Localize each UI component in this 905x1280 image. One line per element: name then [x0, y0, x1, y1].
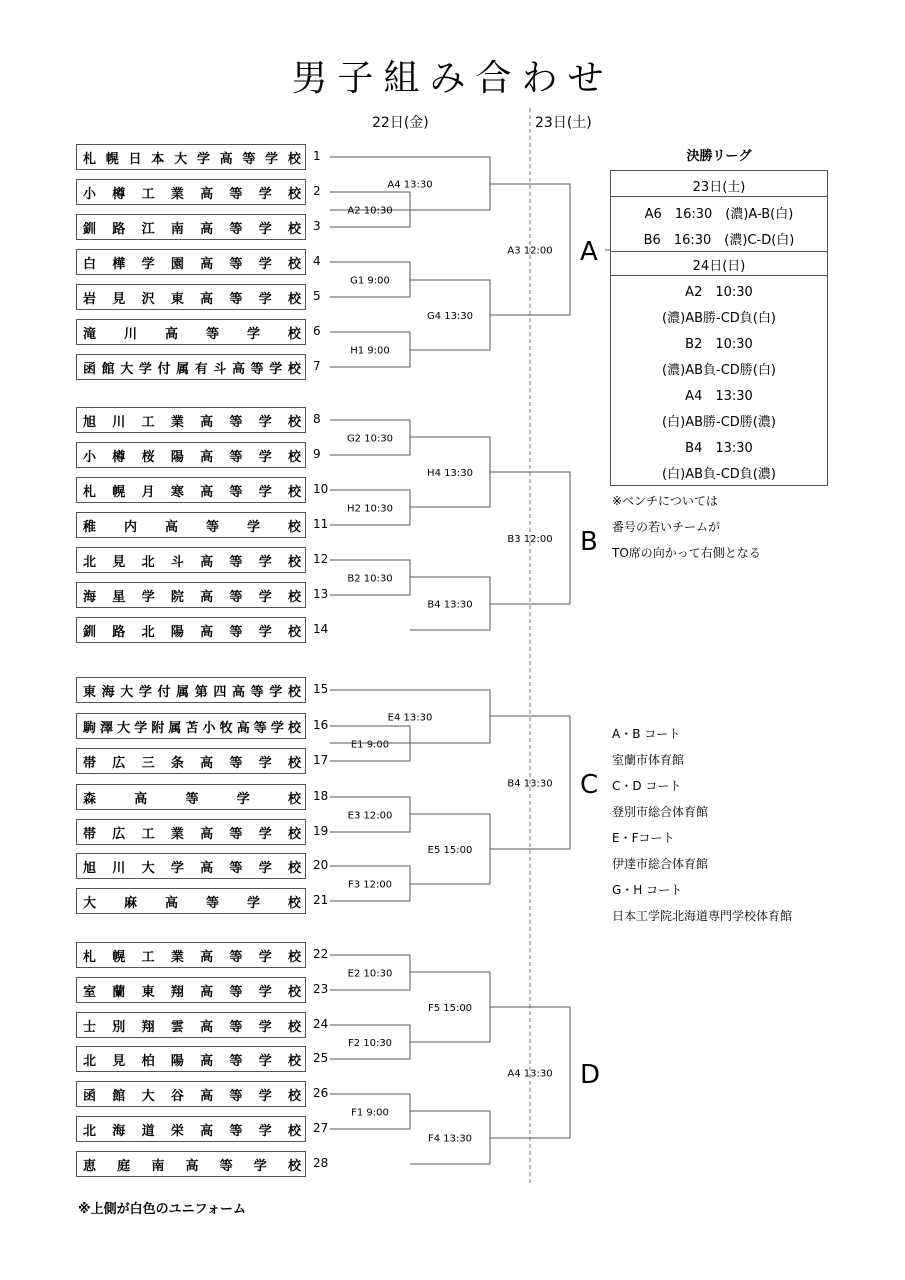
group-letter: B: [580, 527, 598, 557]
team-name-box: 小 樽 桜 陽 高 等 学 校: [76, 442, 306, 468]
team-seed-number: 20: [313, 858, 329, 872]
day-header-23: 23日(土): [535, 115, 592, 131]
match-label: E3 12:00: [347, 810, 393, 822]
match-label: E4 13:30: [387, 712, 433, 724]
venue-name: 登別市総合体育館: [612, 805, 709, 819]
venue-court: E・Fコート: [612, 831, 675, 845]
match-label: A3 12:00: [507, 245, 553, 257]
team-name-box: 函 館 大 谷 高 等 学 校: [76, 1081, 306, 1107]
match-label: B3 12:00: [507, 534, 553, 545]
team-seed-number: 16: [313, 718, 329, 732]
team-name-box: 海 星 学 院 高 等 学 校: [76, 582, 306, 608]
final-day2-row: (濃)AB勝-CD負(白): [662, 311, 776, 326]
team-name-box: 旭 川 工 業 高 等 学 校: [76, 407, 306, 433]
bench-note: 番号の若いチームが: [612, 520, 721, 534]
final-day2-row: B4 13:30: [685, 441, 753, 456]
match-label: E5 15:00: [427, 845, 473, 856]
final-day1-row: B6 16:30 (濃)C-D(白): [643, 233, 795, 248]
team-name-box: 札 幌 月 寒 高 等 学 校: [76, 477, 306, 503]
team-seed-number: 8: [313, 412, 321, 426]
final-day2-row: (白)AB勝-CD勝(濃): [662, 415, 776, 430]
team-seed-number: 25: [313, 1051, 329, 1065]
final-day2-row: (濃)AB負-CD勝(白): [662, 363, 776, 378]
team-seed-number: 18: [313, 789, 329, 803]
day-header-22: 22日(金): [372, 115, 429, 131]
venue-court: C・D コート: [612, 779, 682, 793]
group-letter: C: [580, 770, 599, 800]
team-seed-number: 10: [313, 482, 329, 496]
team-name-box: 室 蘭 東 翔 高 等 学 校: [76, 977, 306, 1003]
team-seed-number: 14: [313, 622, 329, 636]
team-name-box: 北 海 道 栄 高 等 学 校: [76, 1116, 306, 1142]
team-name-box: 釧 路 江 南 高 等 学 校: [76, 214, 306, 240]
team-seed-number: 15: [313, 682, 329, 696]
team-name-box: 大 麻 高 等 学 校: [76, 888, 306, 914]
team-seed-number: 11: [313, 517, 329, 531]
team-name-box: 函 館 大 学 付 属 有 斗 高 等 学 校: [76, 354, 306, 380]
team-name-box: 恵 庭 南 高 等 学 校: [76, 1151, 306, 1177]
team-name-box: 士 別 翔 雲 高 等 学 校: [76, 1012, 306, 1038]
match-label: F5 15:00: [427, 1003, 473, 1014]
bench-note: TO席の向かって右側となる: [612, 546, 761, 560]
venue-court: G・H コート: [612, 883, 683, 897]
match-label: F4 13:30: [427, 1133, 473, 1145]
match-label: G1 9:00: [350, 275, 390, 287]
final-day1-header: 23日(土): [692, 180, 746, 195]
final-day2-row: (白)AB負-CD負(濃): [662, 467, 776, 482]
page-title: 男子組み合わせ: [291, 58, 614, 99]
final-day1-row: A6 16:30 (濃)A-B(白): [644, 207, 794, 222]
final-day2-row: A4 13:30: [685, 389, 753, 404]
team-seed-number: 13: [313, 587, 329, 601]
team-seed-number: 1: [313, 149, 321, 163]
team-name-box: 稚 内 高 等 学 校: [76, 512, 306, 538]
team-seed-number: 4: [313, 254, 321, 268]
team-name-box: 東 海 大 学 付 属 第 四 高 等 学 校: [76, 677, 306, 703]
final-day2-header: 24日(日): [692, 259, 746, 274]
bench-note: ※ベンチについては: [612, 494, 718, 508]
team-seed-number: 22: [313, 947, 329, 961]
match-label: B4 13:30: [507, 778, 553, 790]
match-label: G4 13:30: [426, 311, 474, 322]
team-name-box: 旭 川 大 学 高 等 学 校: [76, 853, 306, 879]
match-label: B4 13:30: [427, 599, 473, 611]
team-seed-number: 28: [313, 1156, 329, 1170]
team-name-box: 小 樽 工 業 高 等 学 校: [76, 179, 306, 205]
team-seed-number: 9: [313, 447, 321, 461]
match-label: A4 13:30: [387, 179, 433, 191]
team-seed-number: 12: [313, 552, 329, 566]
team-name-box: 岩 見 沢 東 高 等 学 校: [76, 284, 306, 310]
team-name-box: 駒 澤 大 学 附 属 苫 小 牧 高 等 学 校: [76, 713, 306, 739]
match-label: E1 9:00: [350, 739, 390, 751]
final-league-table: [610, 170, 828, 486]
team-seed-number: 21: [313, 893, 329, 907]
final-day2-row: B2 10:30: [685, 337, 753, 352]
team-seed-number: 23: [313, 982, 329, 996]
uniform-footnote: ※上側が白色のユニフォーム: [78, 1202, 246, 1217]
match-label: H2 10:30: [347, 503, 393, 515]
venue-name: 日本工学院北海道専門学校体育館: [612, 909, 793, 923]
venue-court: A・B コート: [612, 727, 681, 741]
team-seed-number: 26: [313, 1086, 329, 1100]
group-letter: A: [580, 237, 598, 267]
team-seed-number: 2: [313, 184, 321, 198]
match-label: B2 10:30: [347, 573, 393, 585]
match-label: F1 9:00: [351, 1107, 389, 1119]
team-seed-number: 27: [313, 1121, 329, 1135]
match-label: F3 12:00: [347, 879, 393, 891]
match-label: G2 10:30: [346, 433, 394, 445]
venue-name: 室蘭市体育館: [612, 753, 685, 767]
team-name-box: 北 見 北 斗 高 等 学 校: [76, 547, 306, 573]
group-letter: D: [580, 1060, 601, 1090]
team-seed-number: 6: [313, 324, 321, 338]
final-day2-row: A2 10:30: [685, 285, 753, 300]
match-label: H1 9:00: [350, 345, 390, 357]
team-seed-number: 24: [313, 1017, 329, 1031]
match-label: H4 13:30: [427, 468, 473, 479]
team-name-box: 釧 路 北 陽 高 等 学 校: [76, 617, 306, 643]
team-name-box: 帯 広 三 条 高 等 学 校: [76, 748, 306, 774]
match-label: F2 10:30: [347, 1038, 393, 1049]
final-league-title: 決勝リーグ: [686, 149, 752, 164]
team-name-box: 森 高 等 学 校: [76, 784, 306, 810]
team-seed-number: 5: [313, 289, 321, 303]
team-name-box: 滝 川 高 等 学 校: [76, 319, 306, 345]
match-label: A2 10:30: [347, 205, 393, 217]
team-seed-number: 17: [313, 753, 329, 767]
team-name-box: 白 樺 学 園 高 等 学 校: [76, 249, 306, 275]
match-label: E2 10:30: [347, 968, 393, 980]
team-name-box: 札 幌 日 本 大 学 高 等 学 校: [76, 144, 306, 170]
team-seed-number: 19: [313, 824, 329, 838]
team-seed-number: 3: [313, 219, 321, 233]
team-name-box: 北 見 柏 陽 高 等 学 校: [76, 1046, 306, 1072]
team-name-box: 札 幌 工 業 高 等 学 校: [76, 942, 306, 968]
team-name-box: 帯 広 工 業 高 等 学 校: [76, 819, 306, 845]
venue-name: 伊達市総合体育館: [612, 857, 709, 871]
match-label: A4 13:30: [507, 1068, 553, 1080]
team-seed-number: 7: [313, 359, 321, 373]
